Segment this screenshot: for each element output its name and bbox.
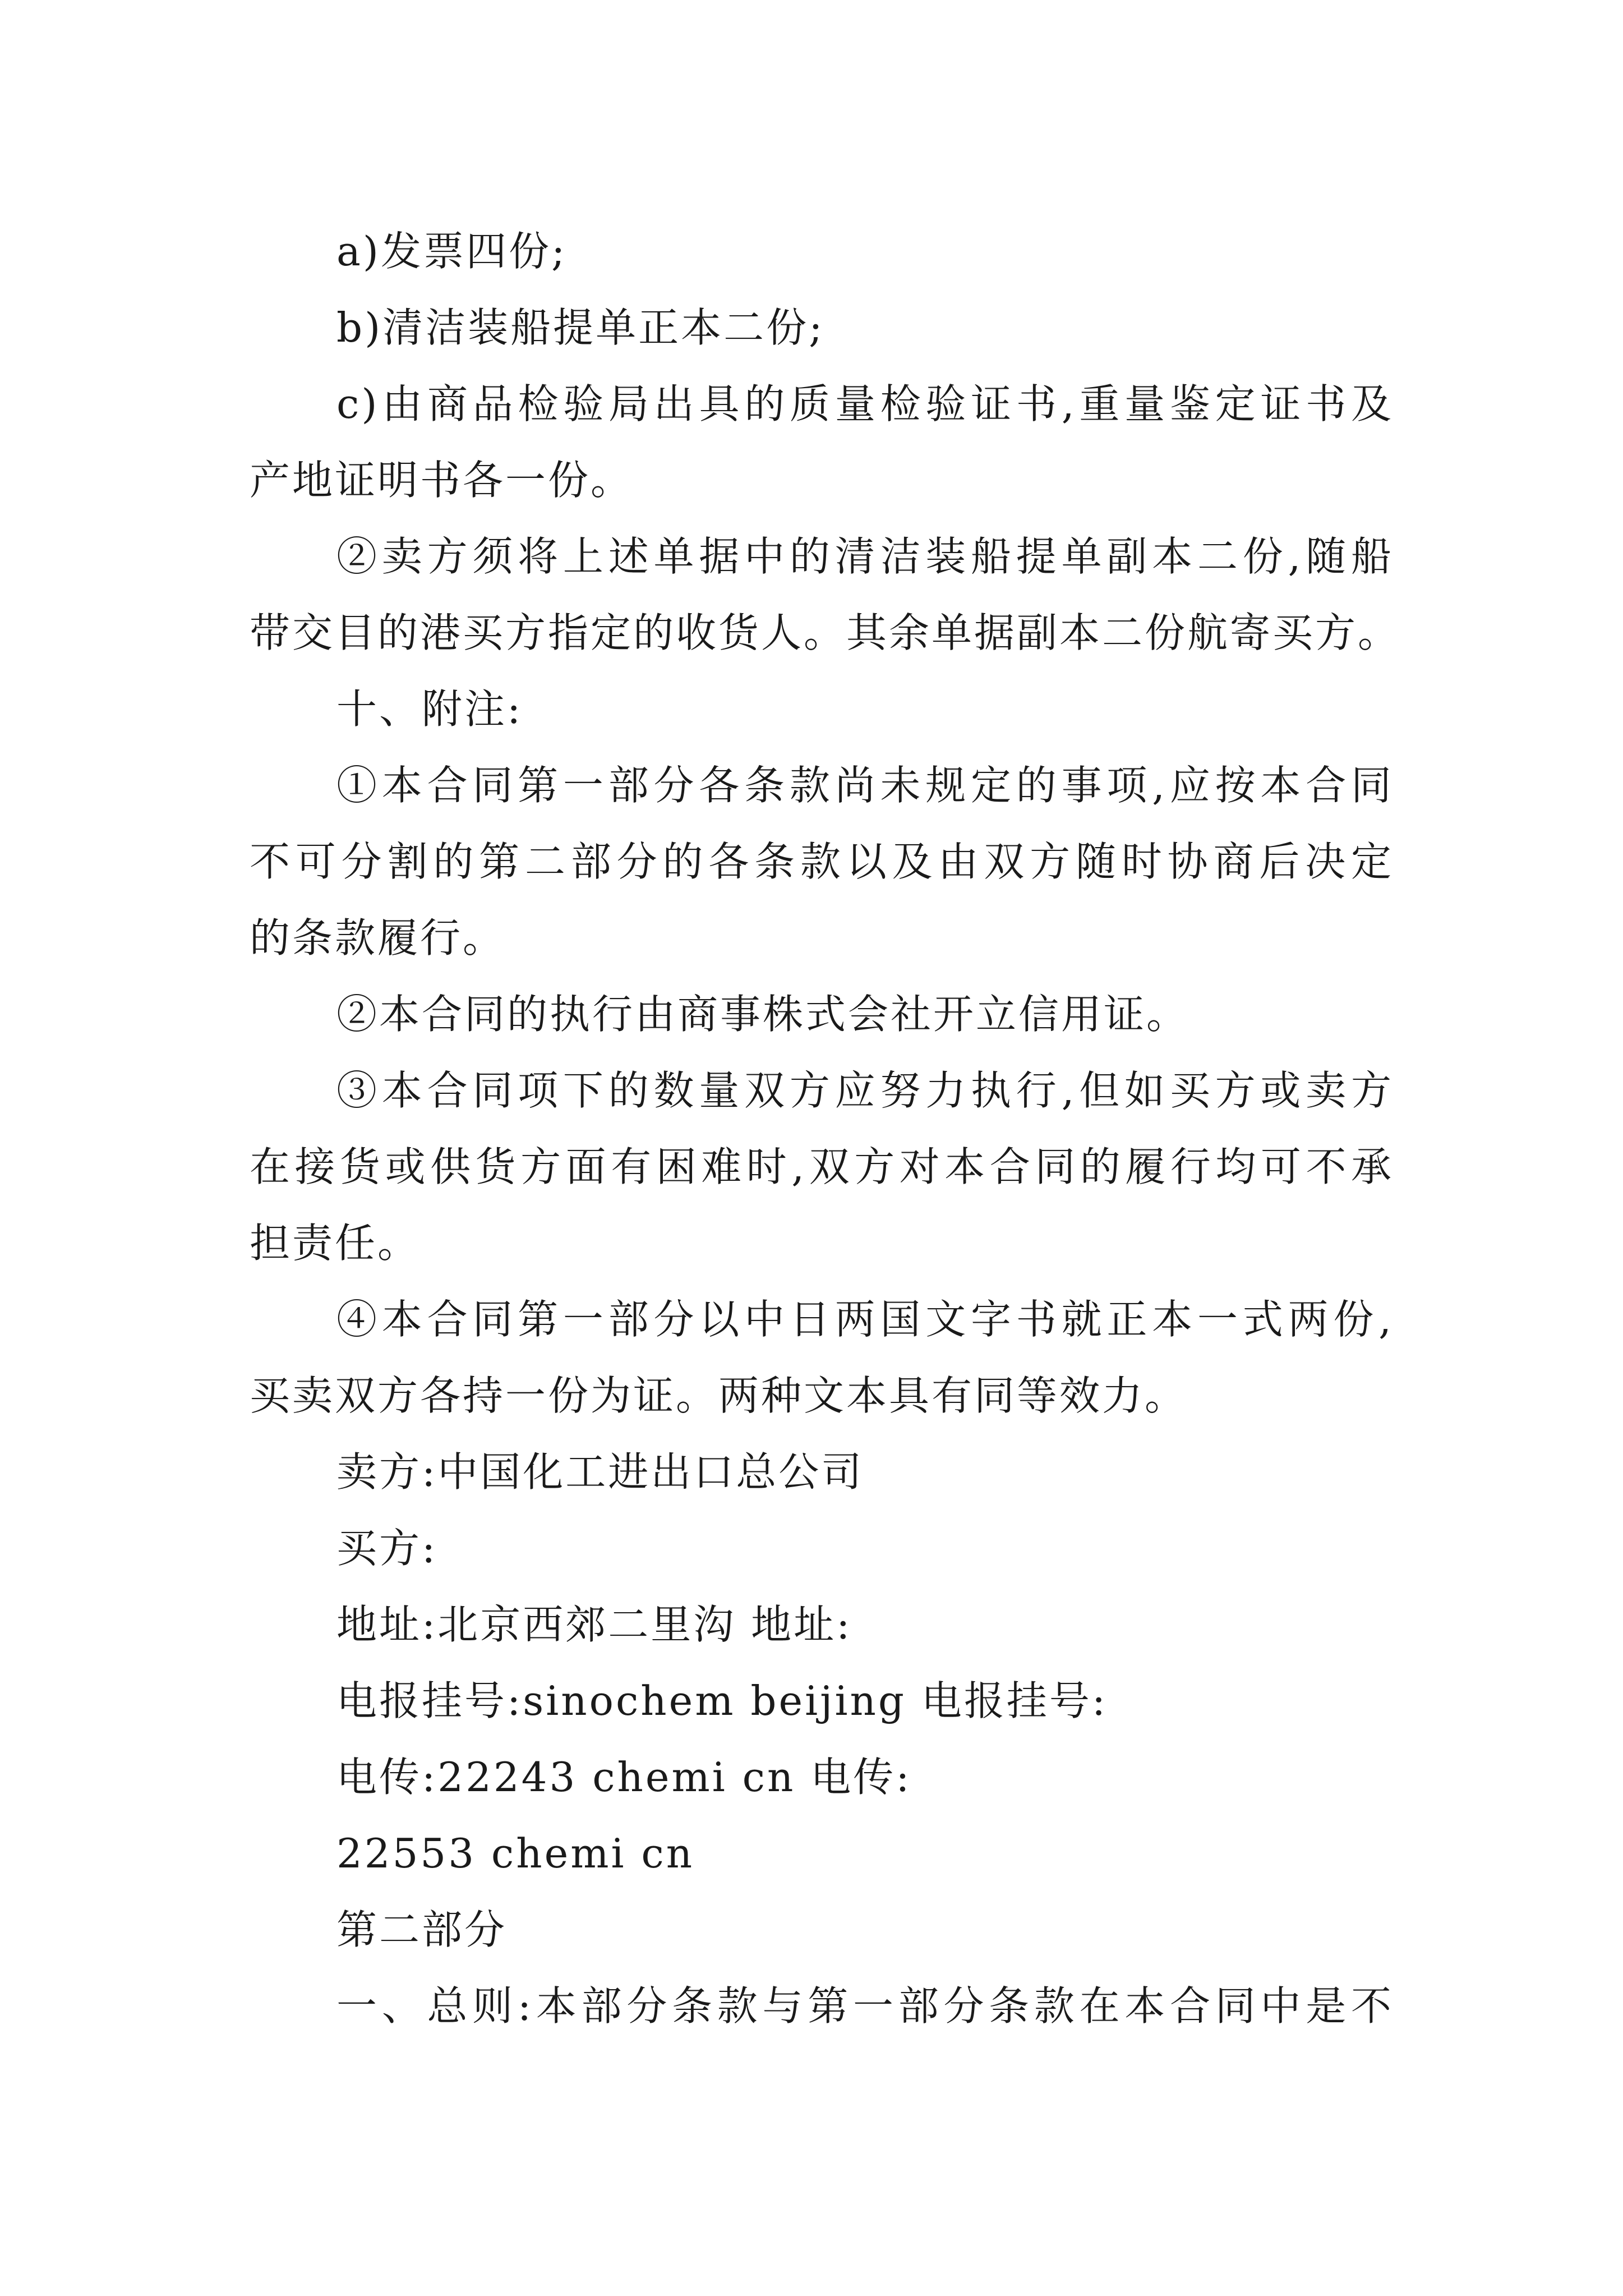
text-line: a)发票四份;: [336, 228, 568, 275]
text-line: 的条款履行。: [250, 914, 506, 961]
text-line: 买卖双方各持一份为证。两种文本具有同等效力。: [250, 1372, 1188, 1419]
seller-line: 卖方:中国化工进出口总公司: [336, 1448, 864, 1496]
text-line: 在接货或供货方面有困难时,双方对本合同的履行均可不承: [250, 1143, 1394, 1190]
telex-line: 电传:22243 chemi cn 电传:: [336, 1754, 912, 1801]
text-line: 不可分割的第二部分的各条款以及由双方随时协商后决定: [250, 838, 1394, 885]
document-body: [250, 213, 1401, 2044]
text-line: b)清洁装船提单正本二份;: [336, 304, 825, 351]
text-line: 带交目的港买方指定的收货人。其余单据副本二份航寄买方。: [250, 609, 1401, 656]
text-line: 担责任。: [250, 1220, 421, 1267]
buyer-line: 买方:: [336, 1525, 438, 1572]
text-line: ④本合同第一部分以中日两国文字书就正本一式两份,: [336, 1296, 1394, 1343]
text-line: ②卖方须将上述单据中的清洁装船提单副本二份,随船: [336, 533, 1394, 580]
text-line: c)由商品检验局出具的质量检验证书,重量鉴定证书及: [336, 380, 1394, 427]
text-line: 十、附注:: [336, 685, 523, 733]
address-line: 地址:北京西郊二里沟 地址:: [336, 1601, 852, 1648]
text-line: 一、总则:本部分条款与第一部分条款在本合同中是不: [336, 1982, 1394, 2030]
text-line: ②本合同的执行由商事株式会社开立信用证。: [336, 991, 1189, 1038]
section-heading: 第二部分: [336, 1906, 508, 1953]
text-line: ①本合同第一部分各条款尚未规定的事项,应按本合同: [336, 762, 1394, 809]
text-line: ③本合同项下的数量双方应努力执行,但如买方或卖方: [336, 1067, 1394, 1114]
telex-line: 22553 chemi cn: [336, 1830, 695, 1877]
text-line: 产地证明书各一份。: [250, 457, 634, 504]
cable-line: 电报挂号:sinochem beijing 电报挂号:: [336, 1677, 1108, 1724]
